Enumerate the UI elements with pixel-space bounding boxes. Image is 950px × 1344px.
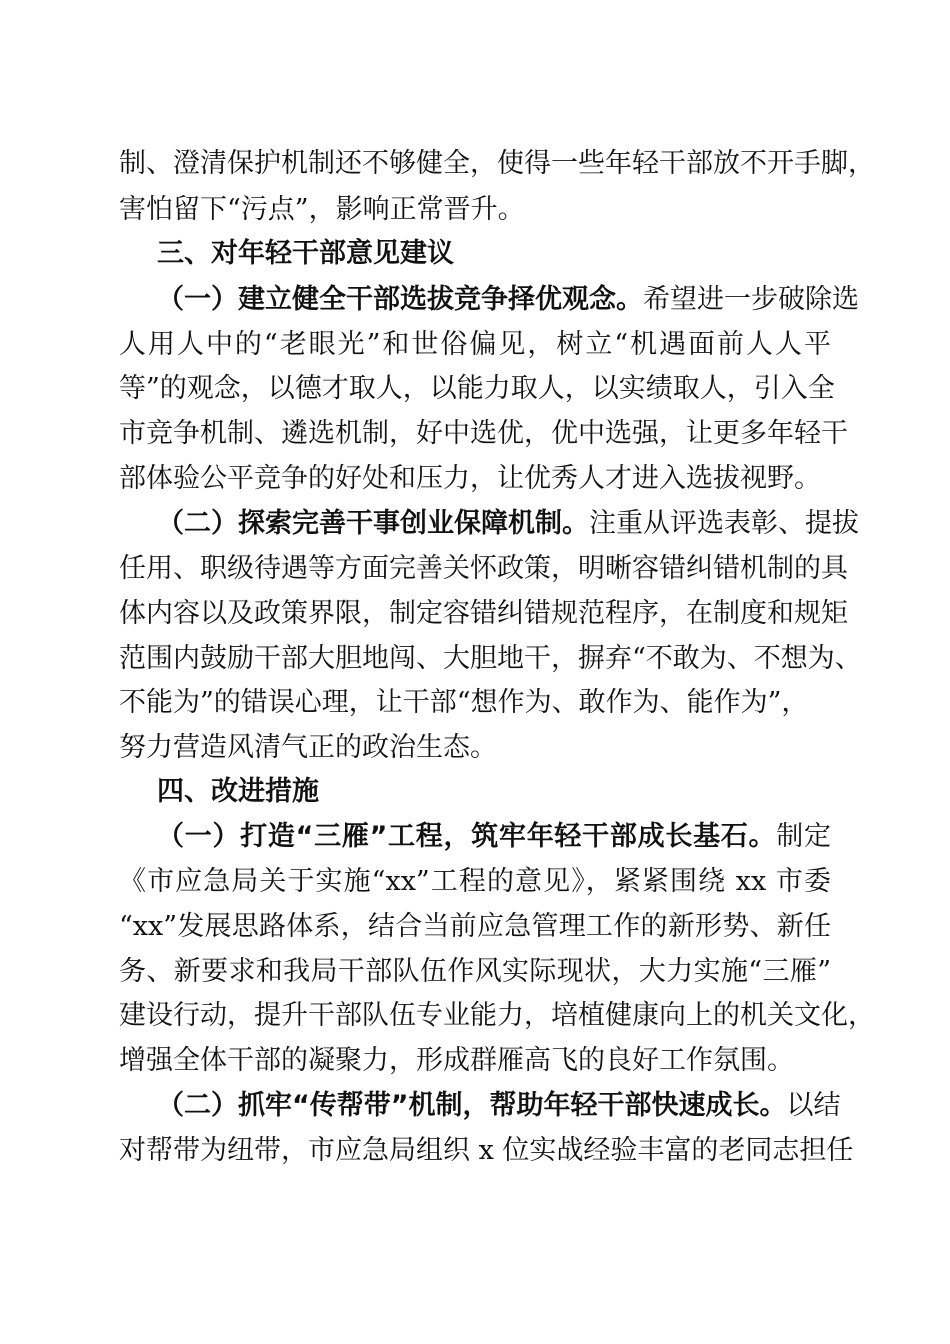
paragraph-text: 以结 <box>786 1090 841 1121</box>
paragraph-line: “xx”发展思路体系，结合当前应急管理工作的新形势、新任 <box>119 911 831 942</box>
subheading-text: （一）建立健全干部选拔竞争择优观念。 <box>157 284 643 315</box>
paragraph-line <box>157 1089 841 1123</box>
paragraph-line: 《市应急局关于实施“xx”工程的意见》，紧紧围绕 xx 市委 <box>119 866 831 897</box>
paragraph-line <box>157 820 831 854</box>
paragraph-line: 不能为”的错误心理，让干部“想作为、敢作为、能作为”， <box>119 687 809 718</box>
subheading-text: （一）打造“三雁”工程，筑牢年轻干部成长基石。 <box>157 821 777 852</box>
paragraph-line: 任用、职级待遇等方面完善关怀政策，明晰容错纠错机制的具 <box>119 553 848 584</box>
paragraph-line: 等”的观念，以德才取人，以能力取人，以实绩取人，引入全 <box>119 373 835 404</box>
paragraph-line: 增强全体干部的凝聚力，形成群雁高飞的良好工作氛围。 <box>119 1045 794 1076</box>
paragraph-line: 范围内鼓励干部大胆地闯、大胆地干，摒弃“不敢为、不想为、 <box>119 643 862 674</box>
section-heading: 三、对年轻干部意见建议 <box>157 238 454 269</box>
paragraph-line <box>157 507 859 541</box>
subheading-text: （二）探索完善干事创业保障机制。 <box>157 508 589 539</box>
paragraph-line: 建设行动，提升干部队伍专业能力，培植健康向上的机关文化， <box>119 1000 875 1031</box>
paragraph-text: 注重从评选表彰、提拔 <box>589 508 859 539</box>
paragraph-line: 务、新要求和我局干部队伍作风实际现状，大力实施“三雁” <box>119 956 831 987</box>
paragraph-line: 市竞争机制、遴选机制，好中选优，优中选强，让更多年轻干 <box>119 418 848 449</box>
paragraph-line: 努力营造风清气正的政治生态。 <box>119 732 497 763</box>
paragraph-line: 人用人中的“老眼光”和世俗偏见，树立“机遇面前人人平 <box>119 329 831 360</box>
paragraph-line: 对帮带为纽带，市应急局组织 x 位实战经验丰富的老同志担任 <box>119 1135 854 1166</box>
paragraph-line <box>157 283 859 317</box>
paragraph-text: 希望进一步破除选 <box>643 284 859 315</box>
paragraph-line: 部体验公平竞争的好处和压力，让优秀人才进入选拔视野。 <box>119 463 821 494</box>
subheading-text: （二）抓牢“传帮带”机制，帮助年轻干部快速成长。 <box>157 1090 787 1121</box>
paragraph-text: 制定 <box>776 821 831 852</box>
paragraph-line: 制、澄清保护机制还不够健全，使得一些年轻干部放不开手脚， <box>119 148 875 179</box>
section-heading: 四、改进措施 <box>157 776 319 807</box>
paragraph-line: 害怕留下“污点”，影响正常晋升。 <box>119 194 525 225</box>
paragraph-line: 体内容以及政策界限，制定容错纠错规范程序，在制度和规矩 <box>119 598 848 629</box>
